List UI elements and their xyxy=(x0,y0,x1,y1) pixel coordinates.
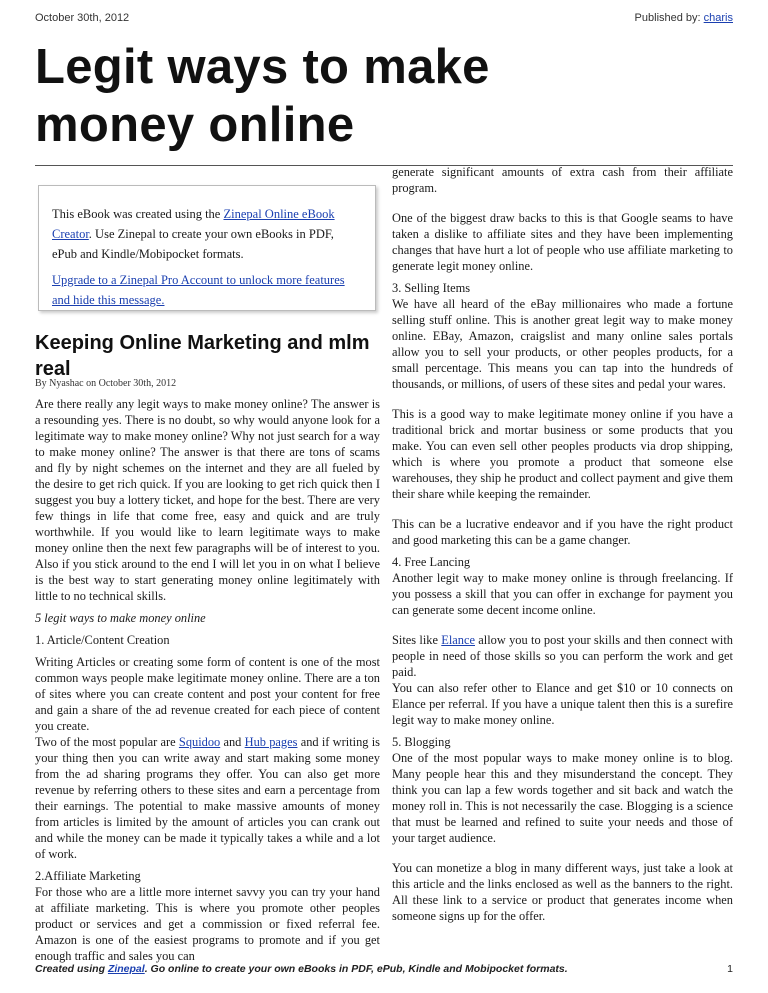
notice-text-part1: This eBook was created using the xyxy=(52,207,224,221)
page-footer xyxy=(35,963,733,975)
affiliate-paragraph-cont: generate significant amounts of extra cash from their affiliate program. xyxy=(392,165,733,195)
section-5-paragraph-1: One of the most popular ways to make money online is to blog. Many people hear this and they misunderstand the concept. They think you can lap a few words together and sit back and watch the money roll in. This is not necessarily the case. Blogging is a science that must be learned and refined to suite your needs and those of your target audience. xyxy=(392,751,733,845)
section-2-paragraph-1: For those who are a little more internet savvy you can try your hand at affiliate marketing. This is where you promote other peoples product or services and get a commission or fixed referral fee. Amazon is one of the easiest programs to promote and if you get enough traffic and sales you can xyxy=(35,885,380,963)
s1-text-b: and xyxy=(220,735,245,749)
page-header xyxy=(35,12,733,26)
notice-text xyxy=(52,204,362,264)
section-3-paragraph-3: This can be a lucrative endeavor and if you have the right product and good marketing this can be a game changer. xyxy=(392,517,733,547)
author-link[interactable]: charis xyxy=(703,12,733,24)
s1-text-a: Two of the most popular are xyxy=(35,735,179,749)
section-5-paragraph-2: You can monetize a blog in many different ways, just take a look at this article and the links enclosed as well as the banners to the right. All these link to a service or product that generates income when someone signs up for the offer. xyxy=(392,861,733,923)
page-title xyxy=(35,38,635,154)
publish-date: October 30th, 2012 xyxy=(35,12,130,24)
section-3-paragraph-1: We have all heard of the eBay millionaires who made a fortune selling stuff online. This is another great legit way to make money online. EBay, Amazon, craigslist and many online sales portals allow you to sell your products, or other peoples products, for a small percentage. This means you can tap into the hundreds of thousands, or millions, of users of these sites and pedal your wares. xyxy=(392,297,733,391)
section-4-heading: 4. Free Lancing xyxy=(392,555,471,569)
affiliate-paragraph-2: One of the biggest draw backs to this is that Google seams to have taken a dislike to affiliate sites and they have been implementing changes that have hurt a lot of people who use affiliate marketing to generate legit money online. xyxy=(392,211,733,273)
left-column xyxy=(35,396,380,970)
zinepal-footer-link[interactable]: Zinepal xyxy=(107,963,145,975)
footer-suffix: . Go online to create your own eBooks in PDF, ePub, Kindle and Mobipocket formats. xyxy=(144,963,568,975)
s4-text-a: Sites like xyxy=(392,633,442,647)
footer-prefix: Created using xyxy=(35,963,108,975)
page-number: 1 xyxy=(727,963,733,975)
section-3-heading: 3. Selling Items xyxy=(392,281,471,295)
section-4-paragraph-2 xyxy=(392,632,733,680)
section-2-heading: 2.Affiliate Marketing xyxy=(35,869,141,883)
zinepal-creator-link[interactable]: Zinepal Online eBook Creator xyxy=(52,207,335,241)
upgrade-pro-link[interactable]: Upgrade to a Zinepal Pro Account to unlock more features and hide this message. xyxy=(52,273,345,307)
section-5-heading: 5. Blogging xyxy=(392,735,451,749)
published-by-label: Published by: xyxy=(634,12,704,24)
article-heading: Keeping Online Marketing and mlm real xyxy=(35,332,370,380)
title-line-2: money online xyxy=(35,98,355,152)
hub-pages-link[interactable]: Hub pages xyxy=(244,735,298,749)
list-subheading: 5 legit ways to make money online xyxy=(35,611,206,625)
article-byline: By Nyashac on October 30th, 2012 xyxy=(35,378,177,389)
section-1-heading: 1. Article/Content Creation xyxy=(35,633,170,647)
right-column xyxy=(392,164,733,930)
s4-text-b: allow you to post your skills and then connect with people in need of those skills so you can perform the work and get paid. xyxy=(392,633,734,679)
s1-text-c: and if writing is your thing then you can write away and start making some money from the ad sharing programs they offer. You can also get more revenue by referring others to these sites and earn a percentage from their earnings. The potential to make massive amounts of money from articles is limited by the amount of articles you can crank out and while the money can be made it typically takes a while and a lot of work. xyxy=(35,735,380,861)
section-4-paragraph-1: Another legit way to make money online is through freelancing. If you possess a skill that you can offer in exchange for payment you can generate some decent income online. xyxy=(392,571,733,617)
zinepal-notice-box xyxy=(38,185,376,311)
section-1-paragraph-2 xyxy=(35,734,380,862)
section-3-paragraph-2: This is a good way to make legitimate money online if you have a traditional brick and mortar business or some products that you make. You can even sell other peoples products via drop shipping, which is where you promote a product that someone else warehouses, they ship he product and collect payment and give them their share while keeping the remainder. xyxy=(392,407,733,501)
title-line-1: Legit ways to make xyxy=(35,40,490,94)
elance-link[interactable]: Elance xyxy=(441,633,475,647)
section-4-paragraph-3: You can also refer other to Elance and get $10 or 10 connects on Elance per referral. If you have a unique talent then this is a surefire legit way to make money online. xyxy=(392,681,733,727)
notice-text-part2: . Use Zinepal to create your own eBooks in PDF, ePub and Kindle/Mobipocket formats. xyxy=(52,227,334,261)
section-1-paragraph-1: Writing Articles or creating some form of content is one of the most common ways people make legitimate money online. There are a ton of sites where you can create content and post your content for free and gain a share of the ad revenue created for each piece of content you create. xyxy=(35,655,380,733)
published-by xyxy=(635,12,733,24)
squidoo-link[interactable]: Squidoo xyxy=(178,735,221,749)
intro-paragraph: Are there really any legit ways to make money online? The answer is a resounding yes. There is no doubt, so why would anyone look for a legitimate way to make money online? Why not just search for a way to make money online? The answer is that there are tons of scams and fly by night schemes on the internet and they are all fueled by the desire to get rich quick. If you are looking to get rich quick then I suggest you buy a lottery ticket, and hope for the best. There are very few things in life that come free, easy and quick and are truly worthwhile. If you would like to learn legitimate ways to make money online then the next few paragraphs will be of interest to you. Also if you stick around to the end I will let you in on what I believe is the best way to start generating money online legitimately with little to no technical skills. xyxy=(35,397,380,603)
